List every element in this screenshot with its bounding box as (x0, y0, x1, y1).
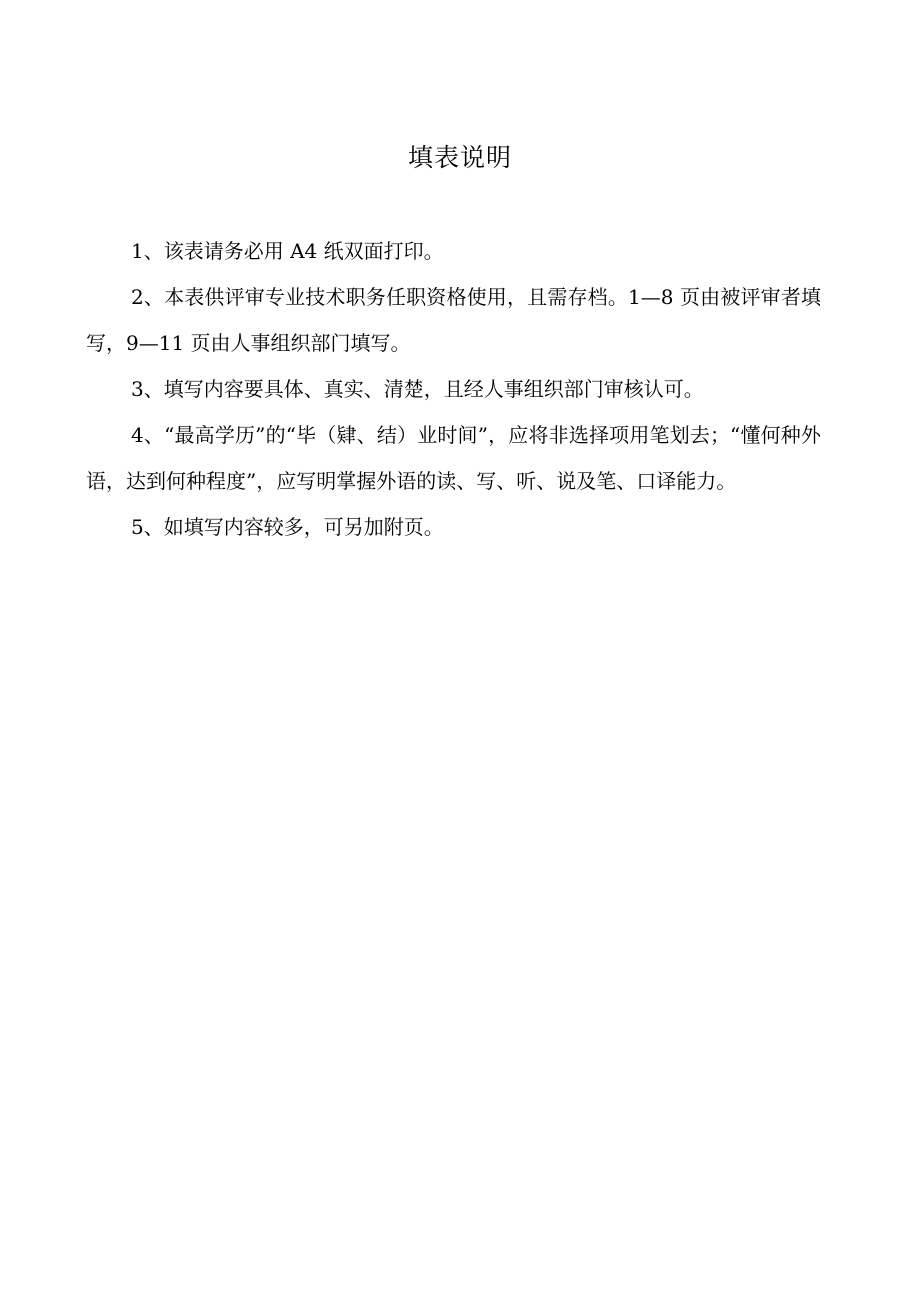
instruction-item-3: 3、填写内容要具体、真实、清楚，且经人事组织部门审核认可。 (131, 377, 704, 401)
instruction-item-1: 1、该表请务必用 A4 纸双面打印。 (131, 239, 444, 263)
page-title: 填表说明 (407, 143, 512, 172)
instruction-item-2: 2、本表供评审专业技术职务任职资格使用，且需存档。1—8 页由被评审者填写，9—11 页由人事组织部门填写。 (86, 285, 821, 355)
instruction-item-5: 5、如填写内容较多，可另加附页。 (131, 515, 444, 539)
instruction-list (86, 228, 821, 550)
instruction-item-4: 4、“最高学历”的“毕（肄、结）业时间”，应将非选择项用笔划去；“懂何种外语，达到何种程度”，应写明掌握外语的读、写、听、说及笔、口译能力。 (86, 423, 821, 493)
